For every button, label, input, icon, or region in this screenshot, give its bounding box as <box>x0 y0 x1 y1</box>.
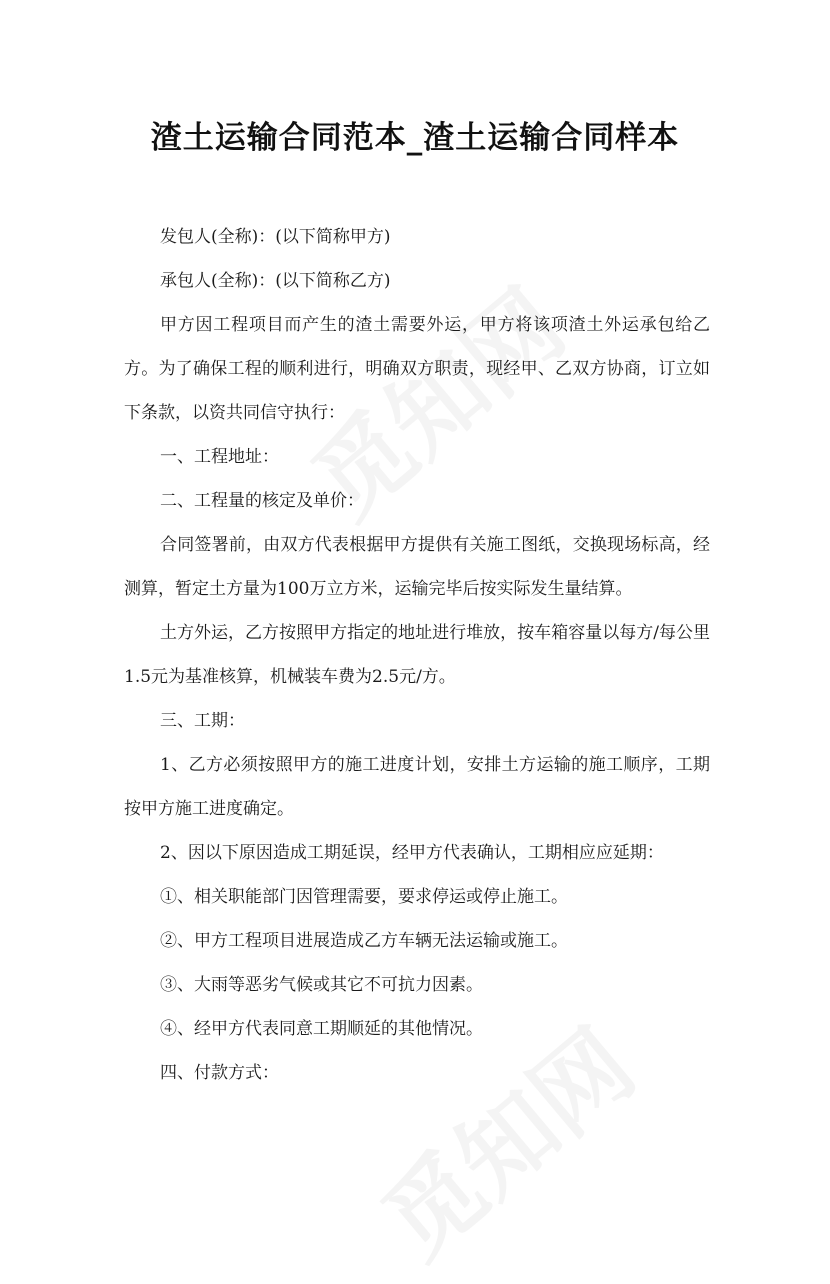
list-item: ③、大雨等恶劣气候或其它不可抗力因素。 <box>160 975 483 995</box>
section-heading: 一、工程地址： <box>160 447 279 467</box>
list-item: ①、相关职能部门因管理需要，要求停运或停止施工。 <box>160 887 568 907</box>
list-item: ②、甲方工程项目进展造成乙方车辆无法运输或施工。 <box>160 931 568 951</box>
paragraph: 承包人(全称)：(以下简称乙方) <box>160 271 391 291</box>
document-body <box>124 215 710 1095</box>
paragraph: 1、乙方必须按照甲方的施工进度计划，安排土方运输的施工顺序，工期按甲方施工进度确定。 <box>124 755 710 819</box>
paragraph: 甲方因工程项目而产生的渣土需要外运，甲方将该项渣土外运承包给乙方。为了确保工程的顺利进行，明确双方职责，现经甲、乙双方协商，订立如下条款，以资共同信守执行： <box>124 315 710 423</box>
document-title: 渣土运输合同范本_渣土运输合同样本 <box>150 120 680 156</box>
section-heading: 三、工期： <box>160 711 245 731</box>
list-item: ④、经甲方代表同意工期顺延的其他情况。 <box>160 1019 483 1039</box>
paragraph: 2、因以下原因造成工期延误，经甲方代表确认，工期相应应延期： <box>160 843 664 863</box>
section-heading: 四、付款方式： <box>160 1063 279 1083</box>
paragraph: 土方外运，乙方按照甲方指定的地址进行堆放，按车箱容量以每方/每公里1.5元为基准核算，机械装车费为2.5元/方。 <box>124 623 710 687</box>
section-heading: 二、工程量的核定及单价： <box>160 491 364 511</box>
paragraph: 发包人(全称)：(以下简称甲方) <box>160 227 391 247</box>
paragraph: 合同签署前，由双方代表根据甲方提供有关施工图纸，交换现场标高，经测算，暂定土方量为100万立方米，运输完毕后按实际发生量结算。 <box>124 535 710 599</box>
